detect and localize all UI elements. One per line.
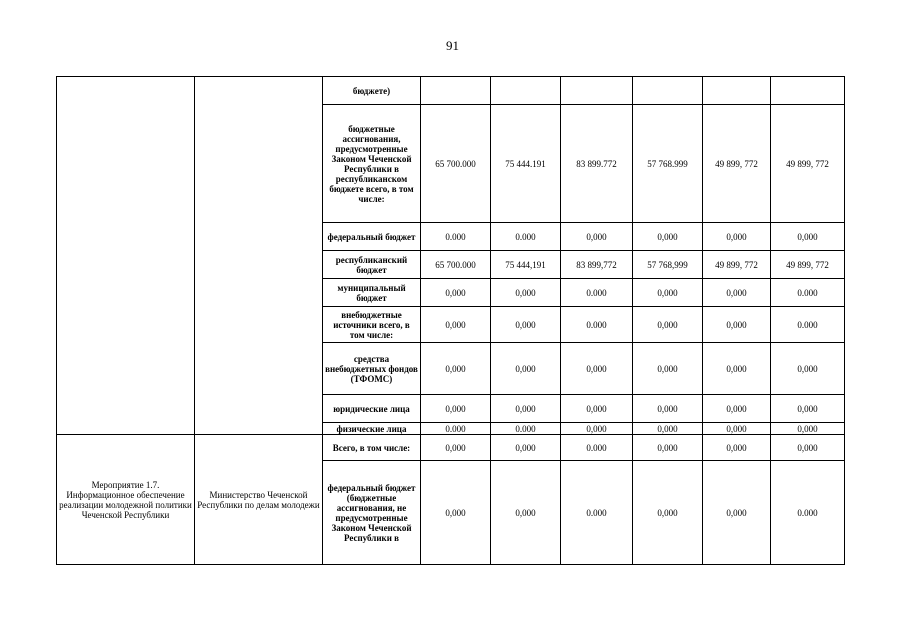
value-cell: 0.000 bbox=[491, 423, 561, 435]
value-cell: 75 444.191 bbox=[491, 105, 561, 223]
value-cell: 0.000 bbox=[561, 307, 633, 343]
value-cell: 0.000 bbox=[561, 435, 633, 461]
value-cell: 0,000 bbox=[633, 223, 703, 251]
value-cell: 0,000 bbox=[771, 343, 845, 395]
budget-table-body bbox=[57, 77, 845, 565]
executor-cell bbox=[195, 77, 323, 435]
value-cell: 0,000 bbox=[703, 461, 771, 565]
value-cell: 0.000 bbox=[771, 307, 845, 343]
value-cell: 0,000 bbox=[633, 461, 703, 565]
value-cell: 0,000 bbox=[491, 395, 561, 423]
value-cell bbox=[771, 77, 845, 105]
funding-source-cell: внебюджетные источники всего, в том числе: bbox=[323, 307, 421, 343]
budget-table bbox=[56, 76, 845, 565]
value-cell bbox=[561, 77, 633, 105]
funding-source-cell: юридические лица bbox=[323, 395, 421, 423]
value-cell: 0.000 bbox=[421, 423, 491, 435]
value-cell: 0,000 bbox=[421, 435, 491, 461]
funding-source-cell: федеральный бюджет (бюджетные ассигнования, не предусмотренные Законом Чеченской Республики в bbox=[323, 461, 421, 565]
value-cell: 49 899, 772 bbox=[771, 105, 845, 223]
funding-source-cell: бюджетные ассигнования, предусмотренные Законом Чеченской Республики в республиканском бюджете всего, в том числе: bbox=[323, 105, 421, 223]
value-cell: 0.000 bbox=[771, 279, 845, 307]
value-cell: 75 444,191 bbox=[491, 251, 561, 279]
value-cell: 0.000 bbox=[561, 279, 633, 307]
value-cell: 0,000 bbox=[703, 423, 771, 435]
value-cell: 0,000 bbox=[703, 435, 771, 461]
value-cell: 65 700.000 bbox=[421, 251, 491, 279]
value-cell bbox=[491, 77, 561, 105]
value-cell: 0,000 bbox=[421, 461, 491, 565]
value-cell: 0,000 bbox=[561, 223, 633, 251]
value-cell: 0,000 bbox=[491, 343, 561, 395]
value-cell: 0.000 bbox=[771, 461, 845, 565]
value-cell: 0,000 bbox=[633, 435, 703, 461]
value-cell: 49 899, 772 bbox=[703, 105, 771, 223]
activity-cell: Мероприятие 1.7. Информационное обеспечение реализации молодежной политики Чеченской Республики bbox=[57, 435, 195, 565]
funding-source-cell: муниципальный бюджет bbox=[323, 279, 421, 307]
value-cell: 65 700.000 bbox=[421, 105, 491, 223]
value-cell: 0,000 bbox=[633, 307, 703, 343]
value-cell: 0,000 bbox=[421, 395, 491, 423]
value-cell: 0,000 bbox=[703, 343, 771, 395]
value-cell: 0,000 bbox=[703, 279, 771, 307]
funding-source-cell: физические лица bbox=[323, 423, 421, 435]
value-cell: 0.000 bbox=[421, 223, 491, 251]
value-cell: 0,000 bbox=[491, 461, 561, 565]
funding-source-cell: Всего, в том числе: bbox=[323, 435, 421, 461]
value-cell: 0,000 bbox=[491, 435, 561, 461]
value-cell: 0,000 bbox=[633, 423, 703, 435]
activity-cell bbox=[57, 77, 195, 435]
value-cell: 0,000 bbox=[703, 395, 771, 423]
value-cell: 83 899,772 bbox=[561, 251, 633, 279]
value-cell: 0,000 bbox=[703, 307, 771, 343]
value-cell: 0,000 bbox=[421, 279, 491, 307]
funding-source-cell: республиканский бюджет bbox=[323, 251, 421, 279]
value-cell: 49 899, 772 bbox=[703, 251, 771, 279]
funding-source-cell: средства внебюджетных фондов (ТФОМС) bbox=[323, 343, 421, 395]
value-cell: 49 899, 772 bbox=[771, 251, 845, 279]
value-cell bbox=[633, 77, 703, 105]
value-cell: 0,000 bbox=[561, 395, 633, 423]
value-cell: 0,000 bbox=[703, 223, 771, 251]
page-number: 91 bbox=[446, 38, 459, 53]
value-cell: 0.000 bbox=[561, 461, 633, 565]
value-cell bbox=[703, 77, 771, 105]
funding-source-cell: бюджете) bbox=[323, 77, 421, 105]
value-cell: 0,000 bbox=[633, 279, 703, 307]
executor-cell: Министерство Чеченской Республики по делам молодежи bbox=[195, 435, 323, 565]
funding-source-cell: федеральный бюджет bbox=[323, 223, 421, 251]
value-cell: 0,000 bbox=[771, 435, 845, 461]
table-row bbox=[57, 77, 845, 105]
value-cell: 0,000 bbox=[561, 423, 633, 435]
table-row bbox=[57, 435, 845, 461]
value-cell: 0,000 bbox=[771, 423, 845, 435]
value-cell: 0,000 bbox=[561, 343, 633, 395]
value-cell: 0,000 bbox=[633, 343, 703, 395]
value-cell: 0,000 bbox=[491, 279, 561, 307]
value-cell: 0,000 bbox=[421, 343, 491, 395]
value-cell: 57 768.999 bbox=[633, 105, 703, 223]
value-cell: 0,000 bbox=[491, 307, 561, 343]
value-cell: 0.000 bbox=[491, 223, 561, 251]
value-cell: 0,000 bbox=[771, 395, 845, 423]
value-cell bbox=[421, 77, 491, 105]
value-cell: 0,000 bbox=[421, 307, 491, 343]
value-cell: 0,000 bbox=[633, 395, 703, 423]
value-cell: 0,000 bbox=[771, 223, 845, 251]
value-cell: 83 899.772 bbox=[561, 105, 633, 223]
value-cell: 57 768,999 bbox=[633, 251, 703, 279]
